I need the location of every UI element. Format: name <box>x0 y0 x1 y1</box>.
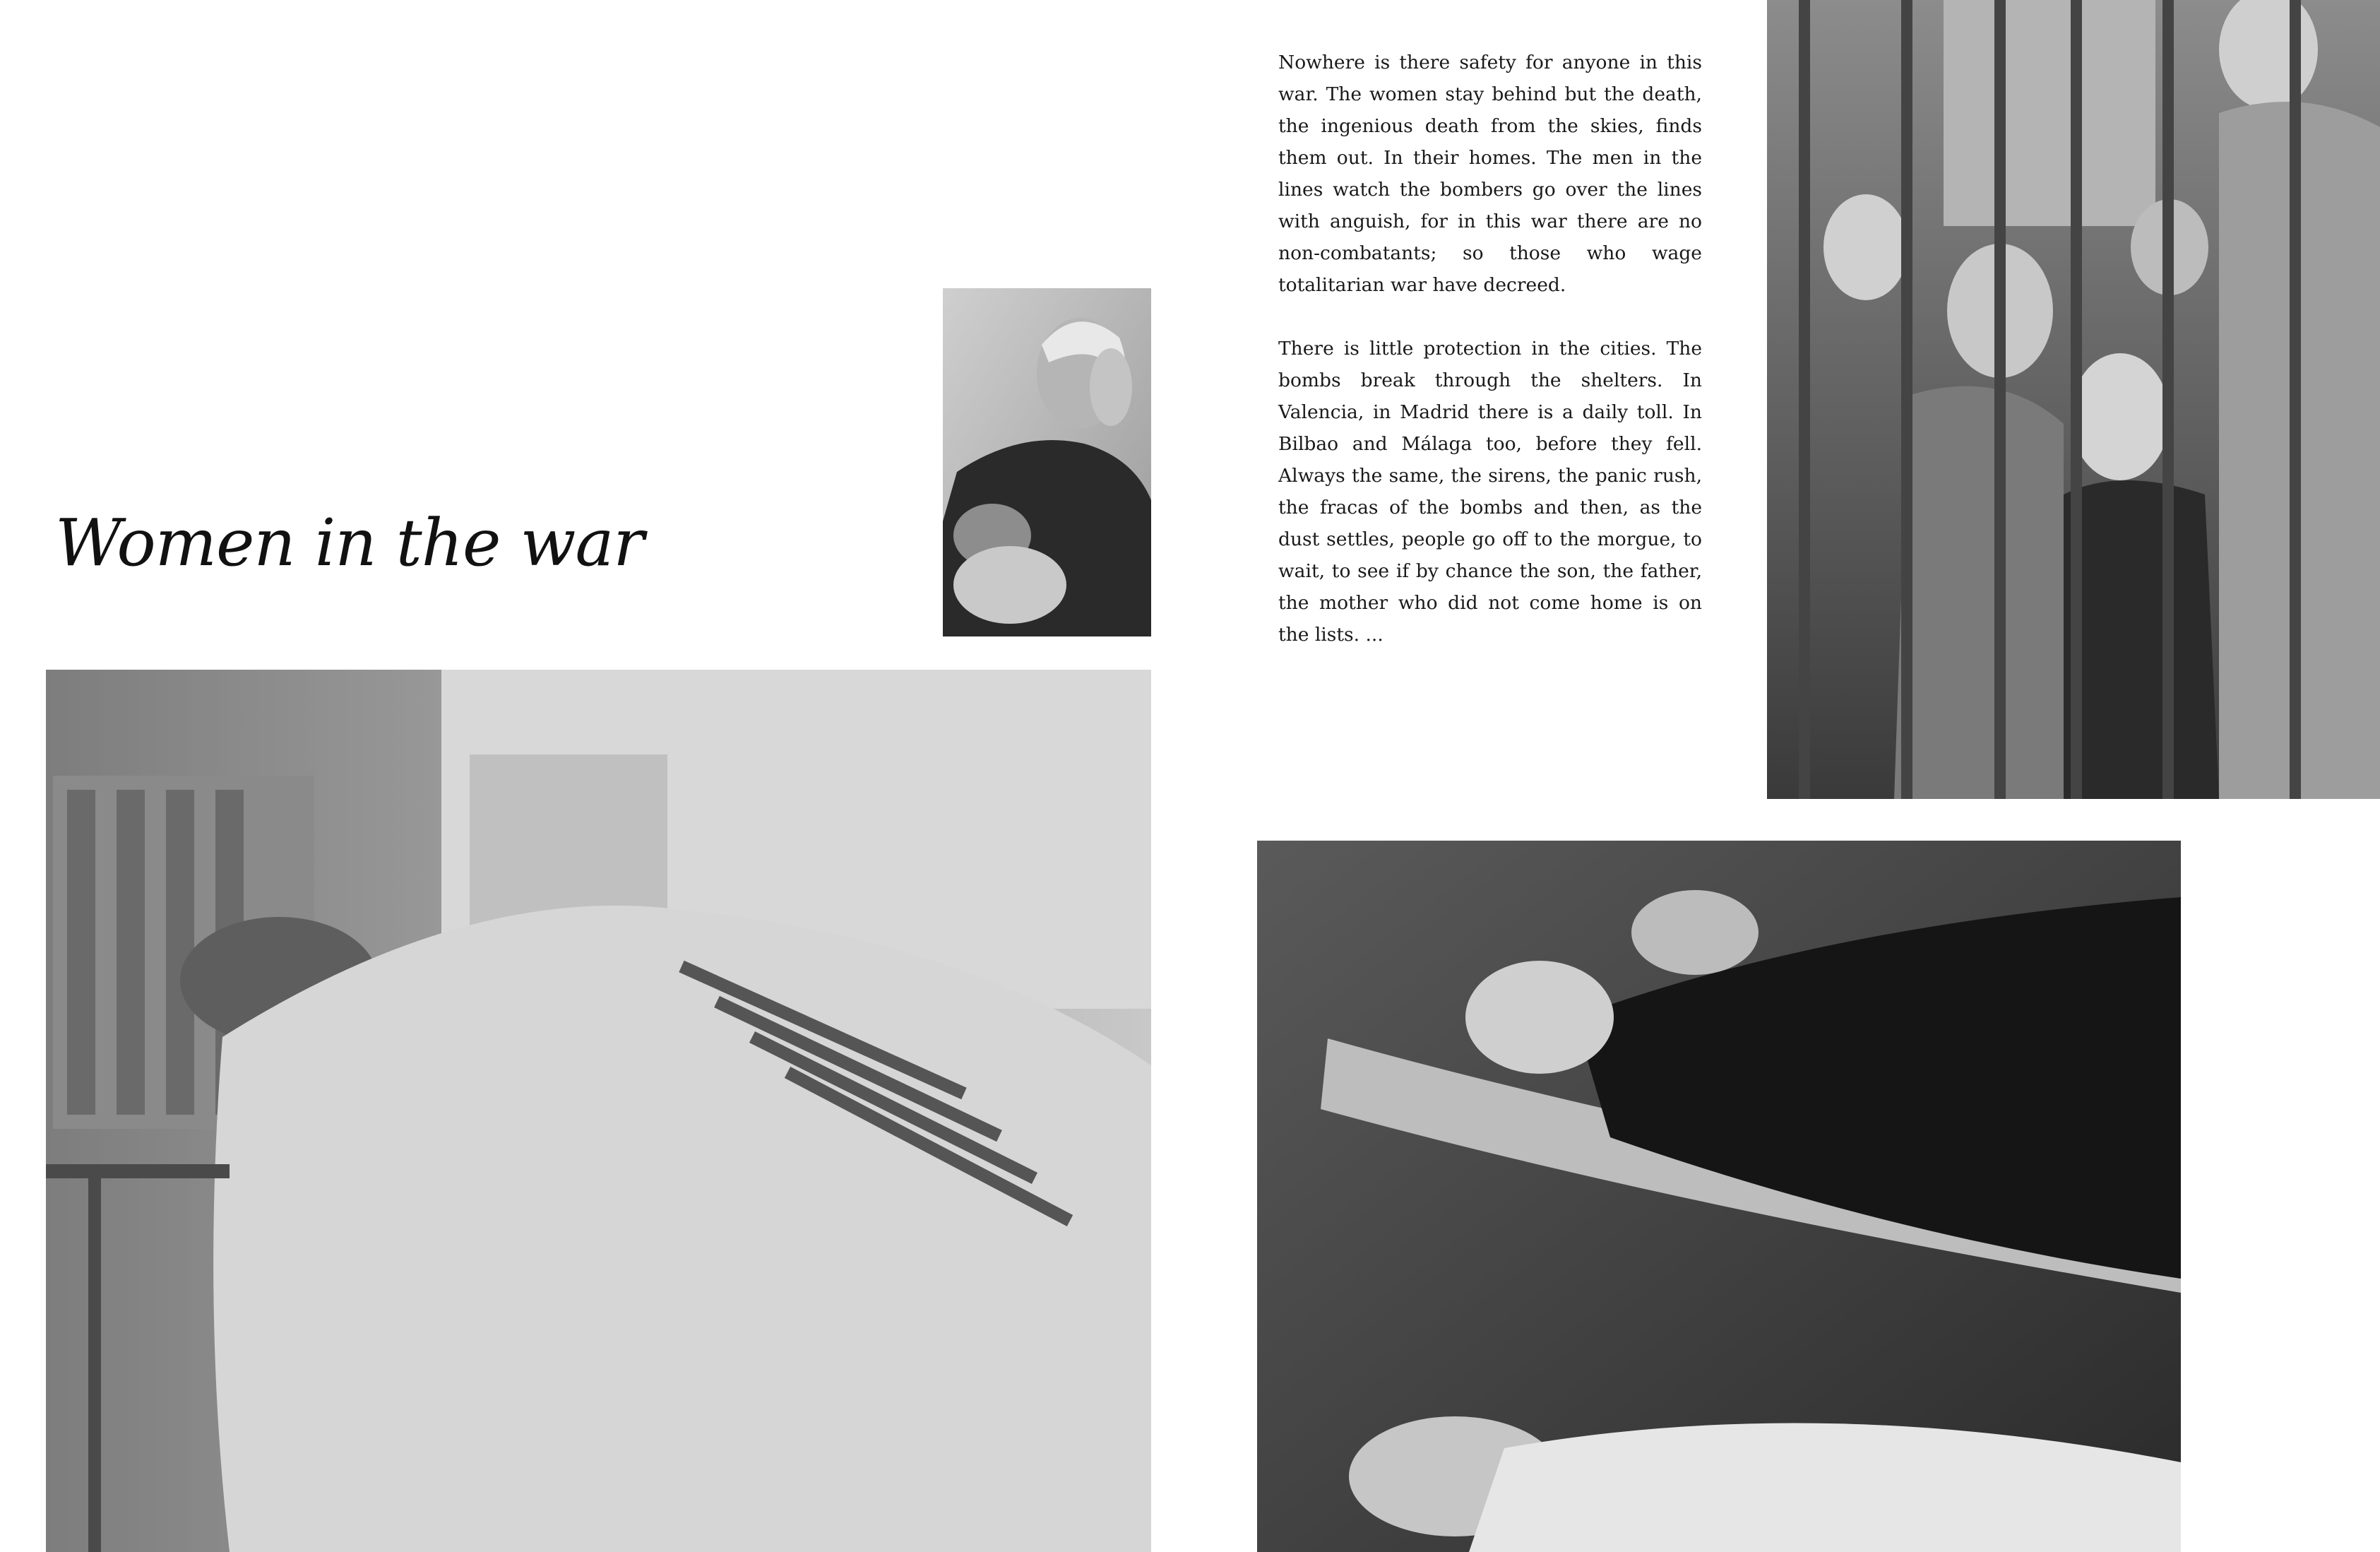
article-text <box>1278 47 1702 682</box>
photo-morgue-bodies-image <box>1257 841 2181 1552</box>
photo-morgue-bodies <box>1257 841 2181 1552</box>
photo-covered-body-image <box>46 670 1151 1552</box>
photo-crowd-at-gate <box>1767 0 2380 799</box>
photo-crowd-at-gate-image <box>1767 0 2380 799</box>
photo-grieving-woman-image <box>943 288 1151 636</box>
paragraph-1: Nowhere is there safety for anyone in this war. The women stay behind but the death, the ingenious death from the skies, finds them out. In their homes. The men in the lines watch the bombers go over the lines with anguish, for in this war there are no non-combatants; so those who wage totalitarian war have decreed. <box>1278 52 1702 296</box>
photo-covered-body <box>46 670 1151 1552</box>
photo-grieving-woman <box>943 288 1151 636</box>
paragraph-2: There is little protection in the cities. The bombs break through the shelters. In Valencia, in Madrid there is a daily toll. In Bilbao and Málaga too, before they fell. Always the same, the sirens, the panic rush, the fracas of the bombs and then, as the dust settles, people go off to the morgue, to wait, to see if by chance the son, the father, the mother who did not come home is on the lists. ... <box>1278 338 1702 646</box>
page-title: Women in the war <box>55 505 644 581</box>
